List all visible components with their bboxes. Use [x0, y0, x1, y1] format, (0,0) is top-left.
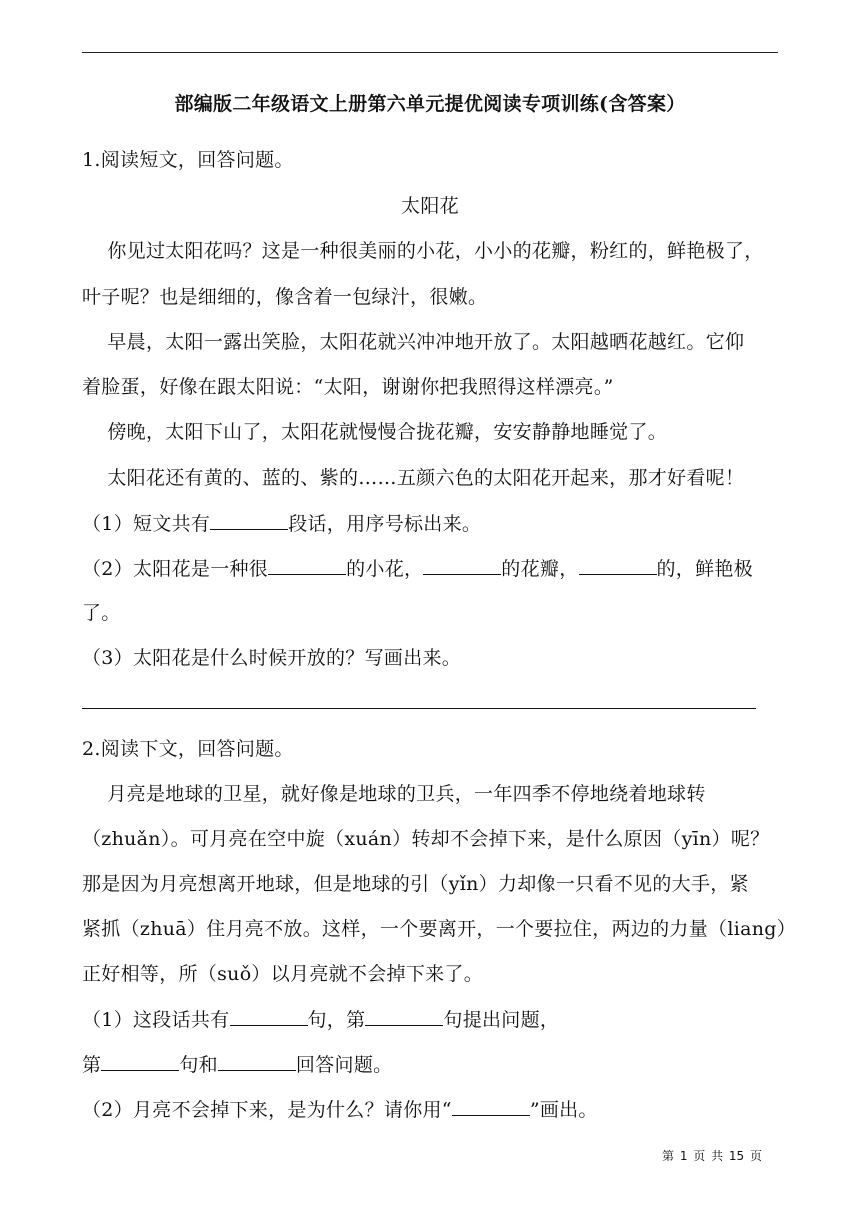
answer-blank[interactable]: [365, 1007, 443, 1026]
q2-passage-line-1: 月亮是地球的卫星，就好像是地球的卫兵，一年四季不停地绕着地球转: [82, 783, 706, 805]
q2-passage-line-3: 那是因为月亮想离开地球，但是地球的引（yǐn）力却像一只看不见的大手，紧: [82, 873, 749, 895]
q1-sub2-text-a: （2）太阳花是一种很: [82, 558, 269, 580]
page-title: 部编版二年级语文上册第六单元提优阅读专项训练(含答案）: [174, 93, 686, 115]
answer-blank[interactable]: [268, 556, 346, 575]
q2-sub1-text-b: 句，第: [307, 1009, 366, 1031]
q1-paragraph-1-line-2: 叶子呢？也是细细的，像含着一包绿汁，很嫩。: [82, 286, 488, 308]
q1-paragraph-4: 太阳花还有黄的、蓝的、紫的……五颜六色的太阳花开起来，那才好看呢！: [82, 467, 745, 489]
page-number: 第 1 页 共 15 页: [662, 1149, 762, 1163]
answer-blank[interactable]: [579, 556, 657, 575]
answer-blank[interactable]: [218, 1052, 296, 1071]
answer-blank[interactable]: [230, 1007, 308, 1026]
answer-blank[interactable]: [452, 1097, 530, 1116]
q2-passage-line-5: 正好相等，所（suǒ）以月亮就不会掉下来了。: [82, 963, 484, 985]
header-rule: [82, 52, 778, 53]
q1-sub2-text-b: 的小花，: [346, 558, 424, 580]
q2-sub1-l2-text-c: 回答问题。: [295, 1054, 393, 1076]
q2-sub1-l2-text-a: 第: [82, 1054, 102, 1076]
q1-sub1-text-a: （1）短文共有: [82, 513, 211, 535]
answer-blank[interactable]: [423, 556, 501, 575]
q2-sub-question-1: [82, 1007, 782, 1032]
q1-sub2-line-2: 了。: [82, 602, 121, 624]
q1-sub-question-2: [82, 556, 782, 581]
q1-sub-question-3: （3）太阳花是什么时候开放的？写画出来。: [82, 647, 462, 669]
q1-paragraph-2-line-1: 早晨，太阳一露出笑脸，太阳花就兴冲冲地开放了。太阳越晒花越红。它仰: [82, 331, 745, 353]
q2-sub1-text-c: 句提出问题，: [443, 1009, 560, 1031]
q1-sub2-text-c: 的花瓣，: [501, 558, 579, 580]
q2-sub1-l2-text-b: 句和: [179, 1054, 218, 1076]
q2-sub-question-2: [82, 1097, 782, 1122]
answer-line[interactable]: [82, 708, 756, 709]
q1-sub2-text-d: 的，鲜艳极: [656, 558, 754, 580]
q2-sub2-text-b: ”画出。: [529, 1099, 598, 1121]
q1-paragraph-1-line-1: 你见过太阳花吗？这是一种很美丽的小花，小小的花瓣，粉红的，鲜艳极了，: [82, 240, 764, 262]
q2-sub1-text-a: （1）这段话共有: [82, 1009, 230, 1031]
answer-blank[interactable]: [101, 1052, 179, 1071]
q2-prompt: 2.阅读下文，回答问题。: [82, 738, 294, 760]
q1-paragraph-2-line-2: 着脸蛋，好像在跟太阳说：“太阳，谢谢你把我照得这样漂亮。”: [82, 376, 614, 398]
q1-prompt: 1.阅读短文，回答问题。: [82, 149, 294, 171]
q1-sub1-text-b: 段话，用序号标出来。: [288, 513, 482, 535]
q1-paragraph-3: 傍晚，太阳下山了，太阳花就慢慢合拢花瓣，安安静静地睡觉了。: [82, 421, 668, 443]
story-title: 太阳花: [401, 195, 459, 217]
answer-blank[interactable]: [210, 511, 288, 530]
q2-passage-line-4: 紧抓（zhuā）住月亮不放。这样，一个要离开，一个要拉住，两边的力量（liang）: [82, 918, 796, 940]
q1-sub-question-1: [82, 511, 782, 536]
q2-sub2-text-a: （2）月亮不会掉下来，是为什么？请你用“: [82, 1099, 452, 1121]
q2-passage-line-2: （zhuǎn）。可月亮在空中旋（xuán）转却不会掉下来，是什么原因（yīn）呢？: [82, 828, 770, 850]
q2-sub-question-1-line-2: [82, 1052, 782, 1077]
